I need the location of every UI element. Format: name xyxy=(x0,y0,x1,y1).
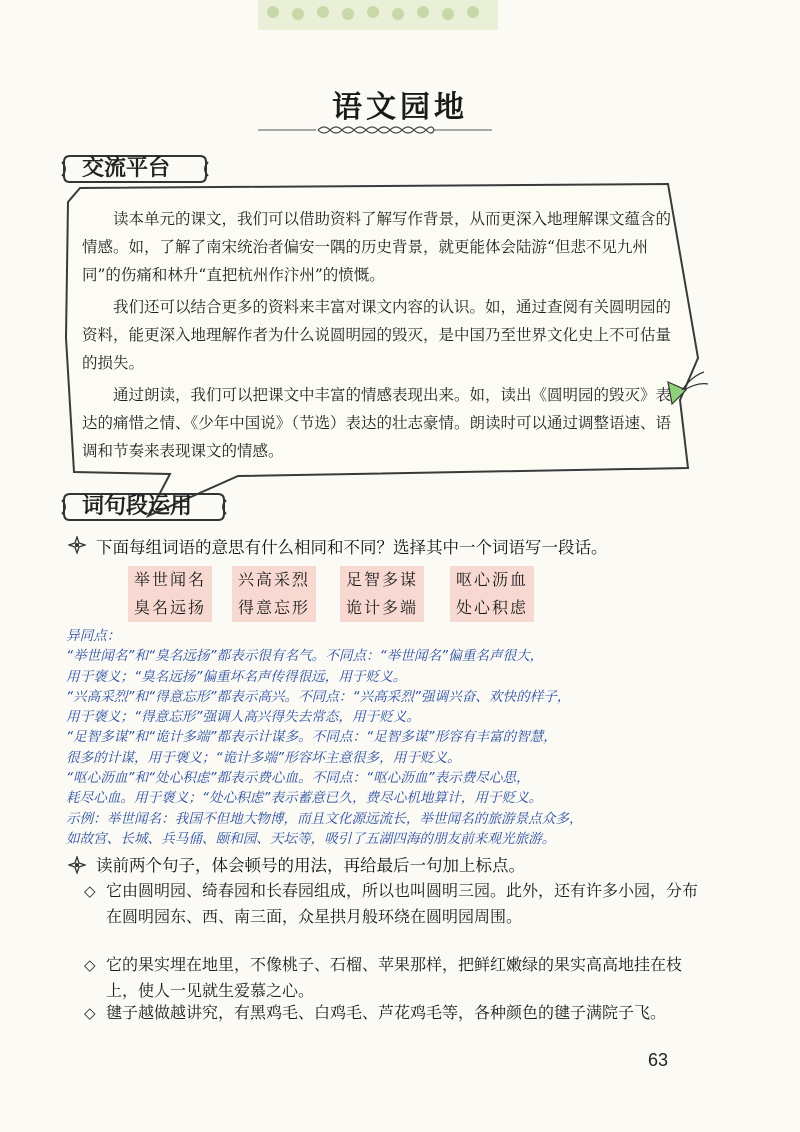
handwritten-line: “足智多谋”和“诡计多端”都表示计谋多。不同点：“足智多谋”形容有丰富的智慧， xyxy=(66,729,557,746)
handwritten-line: 异同点： xyxy=(66,628,121,644)
exchange-platform-text xyxy=(82,205,672,469)
sentence-text: 它的果实埋在地里，不像桃子、石榴、苹果那样，把鲜红嫩绿的果实高高地挂在枝上，使人一见就生爱慕之心。 xyxy=(106,955,683,1000)
handwritten-line: 耗尽心血。用于褒义；“处心积虑”表示蓄意已久，费尽心机地算计，用于贬义。 xyxy=(66,790,543,807)
top-ornament-band xyxy=(258,0,498,38)
sentence-item xyxy=(84,952,702,1004)
question-1: 下面每组词语的意思有什么相同和不同？选择其中一个词语写一段话。 xyxy=(96,538,608,557)
sentence-item xyxy=(84,1000,702,1026)
flower-bullet-icon xyxy=(68,536,86,554)
diamond-bullet-icon: ◇ xyxy=(84,882,96,900)
handwritten-line: 示例：举世闻名：我国不但地大物博，而且文化源远流长，举世闻名的旅游景点众多， xyxy=(66,810,583,827)
word-item: 诡计多端 xyxy=(340,594,424,622)
question-2: 读前两个句子，体会顿号的用法，再给最后一句加上标点。 xyxy=(96,856,525,875)
diamond-bullet-icon: ◇ xyxy=(84,1004,96,1022)
title-ornament-divider xyxy=(258,122,492,138)
paragraph: 我们还可以结合更多的资料来丰富对课文内容的认识。如，通过查阅有关圆明园的资料，能更深入地理解作者为什么说圆明园的毁灭，是中国乃至世界文化史上不可估量的损失。 xyxy=(82,298,672,372)
handwritten-answer xyxy=(66,626,706,849)
word-item: 处心积虑 xyxy=(450,594,534,622)
paragraph: 读本单元的课文，我们可以借助资料了解写作背景，从而更深入地理解课文蕴含的情感。如，了解了南宋统治者偏安一隅的历史背景，就更能体会陆游“但悲不见九州同”的伤痛和林升“直把杭州作汴州”的愤慨。 xyxy=(82,210,672,284)
word-item: 足智多谋 xyxy=(340,566,424,594)
handwritten-line: 很多的计谋，用于褒义；“诡计多端”形容坏主意很多，用于贬义。 xyxy=(66,749,461,766)
paragraph: 通过朗读，我们可以把课文中丰富的情感表现出来。如，读出《圆明园的毁灭》表达的痛惜之情、《少年中国说》（节选）表达的壮志豪情。朗读时可以通过调整语速、语调和节奏来表现课文的情感。 xyxy=(82,386,672,460)
handwritten-line: “兴高采烈”和“得意忘形”都表示高兴。不同点：“兴高采烈”强调兴奋、欢快的样子， xyxy=(66,688,571,705)
page-number: 63 xyxy=(648,1050,669,1070)
page-title: 语文园地 xyxy=(332,90,468,125)
word-item: 举世闻名 xyxy=(128,566,212,594)
word-item: 得意忘形 xyxy=(232,594,316,622)
handwritten-line: “呕心沥血”和“处心积虑”都表示费心血。不同点：“呕心沥血”表示费尽心思， xyxy=(66,770,530,787)
word-item: 呕心沥血 xyxy=(450,566,534,594)
handwritten-line: “举世闻名”和“臭名远扬”都表示很有名气。不同点：“举世闻名”偏重名声很大， xyxy=(66,648,544,665)
word-item: 臭名远扬 xyxy=(128,594,212,622)
section-tag-word-sentence-usage xyxy=(60,490,228,524)
diamond-bullet-icon: ◇ xyxy=(84,956,96,974)
sentence-item xyxy=(84,878,702,930)
sentence-text: 它由圆明园、绮春园和长春园组成，所以也叫圆明三园。此外，还有许多小园，分布在圆明园东、西、南三面，众星拱月般环绕在圆明园周围。 xyxy=(106,881,699,926)
section-tag-label: 词句段运用 xyxy=(82,494,193,519)
handwritten-line: 用于褒义；“得意忘形”强调人高兴得失去常态，用于贬义。 xyxy=(66,709,420,726)
section-tag-label: 交流平台 xyxy=(82,156,171,181)
sentence-text: 毽子越做越讲究，有黑鸡毛、白鸡毛、芦花鸡毛等，各种颜色的毽子满院子飞。 xyxy=(106,1003,667,1022)
flower-bullet-icon xyxy=(68,856,86,874)
handwritten-line: 用于褒义；“臭名远扬”偏重坏名声传得很远，用于贬义。 xyxy=(66,668,407,685)
word-item: 兴高采烈 xyxy=(232,566,316,594)
handwritten-line: 如故宫、长城、兵马俑、颐和园、天坛等，吸引了五湖四海的朋友前来观光旅游。 xyxy=(66,830,556,847)
